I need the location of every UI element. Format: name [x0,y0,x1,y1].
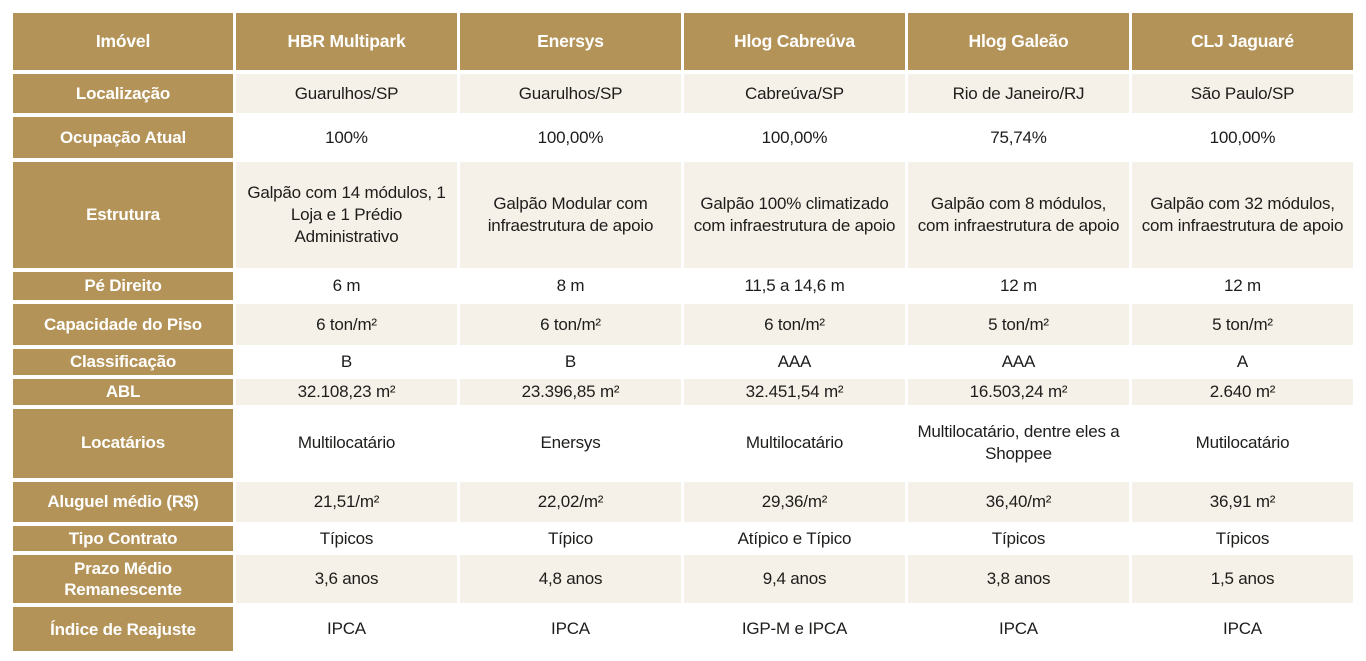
row-label-pe-direito: Pé Direito [13,272,233,300]
cell: A [1132,349,1353,375]
cell: 8 m [460,272,681,300]
row-label-locatarios: Locatários [13,409,233,478]
cell: 21,51/m² [236,482,457,522]
cell: Rio de Janeiro/RJ [908,74,1129,113]
cell: Típicos [908,526,1129,552]
cell: São Paulo/SP [1132,74,1353,113]
cell: 4,8 anos [460,555,681,603]
cell: 9,4 anos [684,555,905,603]
cell: Típicos [236,526,457,552]
cell: Típicos [1132,526,1353,552]
cell: Guarulhos/SP [236,74,457,113]
table-row-tipo-contrato [13,526,1353,552]
table-row-localizacao [13,74,1353,113]
cell: IGP-M e IPCA [684,607,905,651]
cell: 6 ton/m² [236,304,457,345]
table-row-estrutura [13,162,1353,268]
cell: 5 ton/m² [1132,304,1353,345]
row-label-localizacao: Localização [13,74,233,113]
cell: 12 m [908,272,1129,300]
cell: 6 ton/m² [460,304,681,345]
column-header-hlog-galeao: Hlog Galeão [908,13,1129,70]
cell: 100,00% [460,117,681,158]
cell: B [460,349,681,375]
cell: 100% [236,117,457,158]
cell: IPCA [460,607,681,651]
cell: Galpão 100% climatizado com infraestrutura de apoio [684,162,905,268]
cell: Cabreúva/SP [684,74,905,113]
cell: Guarulhos/SP [460,74,681,113]
cell: IPCA [908,607,1129,651]
column-header-hlog-cabreuva: Hlog Cabreúva [684,13,905,70]
row-label-capacidade-do-piso: Capacidade do Piso [13,304,233,345]
row-label-classificacao: Classificação [13,349,233,375]
cell: IPCA [1132,607,1353,651]
column-header-hbr-multipark: HBR Multipark [236,13,457,70]
cell: Multilocatário [684,409,905,478]
column-header-enersys: Enersys [460,13,681,70]
table-row-locatarios [13,409,1353,478]
cell: 22,02/m² [460,482,681,522]
cell: AAA [908,349,1129,375]
cell: 1,5 anos [1132,555,1353,603]
cell: 16.503,24 m² [908,379,1129,405]
cell: 11,5 a 14,6 m [684,272,905,300]
row-label-aluguel-medio: Aluguel médio (R$) [13,482,233,522]
cell: Galpão com 32 módulos, com infraestrutura de apoio [1132,162,1353,268]
cell: 75,74% [908,117,1129,158]
cell: 29,36/m² [684,482,905,522]
cell: 3,6 anos [236,555,457,603]
cell: 23.396,85 m² [460,379,681,405]
column-header-imovel: Imóvel [13,13,233,70]
cell: Multilocatário, dentre eles a Shoppee [908,409,1129,478]
cell: AAA [684,349,905,375]
table-row-classificacao [13,349,1353,375]
row-label-indice-de-reajuste: Índice de Reajuste [13,607,233,651]
cell: Atípico e Típico [684,526,905,552]
cell: B [236,349,457,375]
row-label-tipo-contrato: Tipo Contrato [13,526,233,552]
table-row-ocupacao-atual [13,117,1353,158]
cell: 3,8 anos [908,555,1129,603]
cell: 32.451,54 m² [684,379,905,405]
row-label-ocupacao-atual: Ocupação Atual [13,117,233,158]
header-row [13,13,1353,70]
cell: 6 m [236,272,457,300]
table-row-capacidade-do-piso [13,304,1353,345]
cell: 32.108,23 m² [236,379,457,405]
cell: IPCA [236,607,457,651]
cell: Enersys [460,409,681,478]
row-label-estrutura: Estrutura [13,162,233,268]
table-row-pe-direito [13,272,1353,300]
cell: 5 ton/m² [908,304,1129,345]
table-row-prazo-medio-remanescente [13,555,1353,603]
cell: Mutilocatário [1132,409,1353,478]
table-row-aluguel-medio [13,482,1353,522]
column-header-clj-jaguare: CLJ Jaguaré [1132,13,1353,70]
cell: Típico [460,526,681,552]
cell: 36,91 m² [1132,482,1353,522]
properties-comparison-table [10,9,1356,655]
cell: Galpão com 14 módulos, 1 Loja e 1 Prédio Administrativo [236,162,457,268]
cell: 6 ton/m² [684,304,905,345]
cell: 36,40/m² [908,482,1129,522]
cell: 100,00% [684,117,905,158]
table-row-indice-de-reajuste [13,607,1353,651]
row-label-abl: ABL [13,379,233,405]
cell: Multilocatário [236,409,457,478]
cell: Galpão Modular com infraestrutura de apoio [460,162,681,268]
cell: 100,00% [1132,117,1353,158]
cell: Galpão com 8 módulos, com infraestrutura de apoio [908,162,1129,268]
cell: 12 m [1132,272,1353,300]
table-row-abl [13,379,1353,405]
row-label-prazo-medio-remanescente: Prazo Médio Remanescente [13,555,233,603]
cell: 2.640 m² [1132,379,1353,405]
